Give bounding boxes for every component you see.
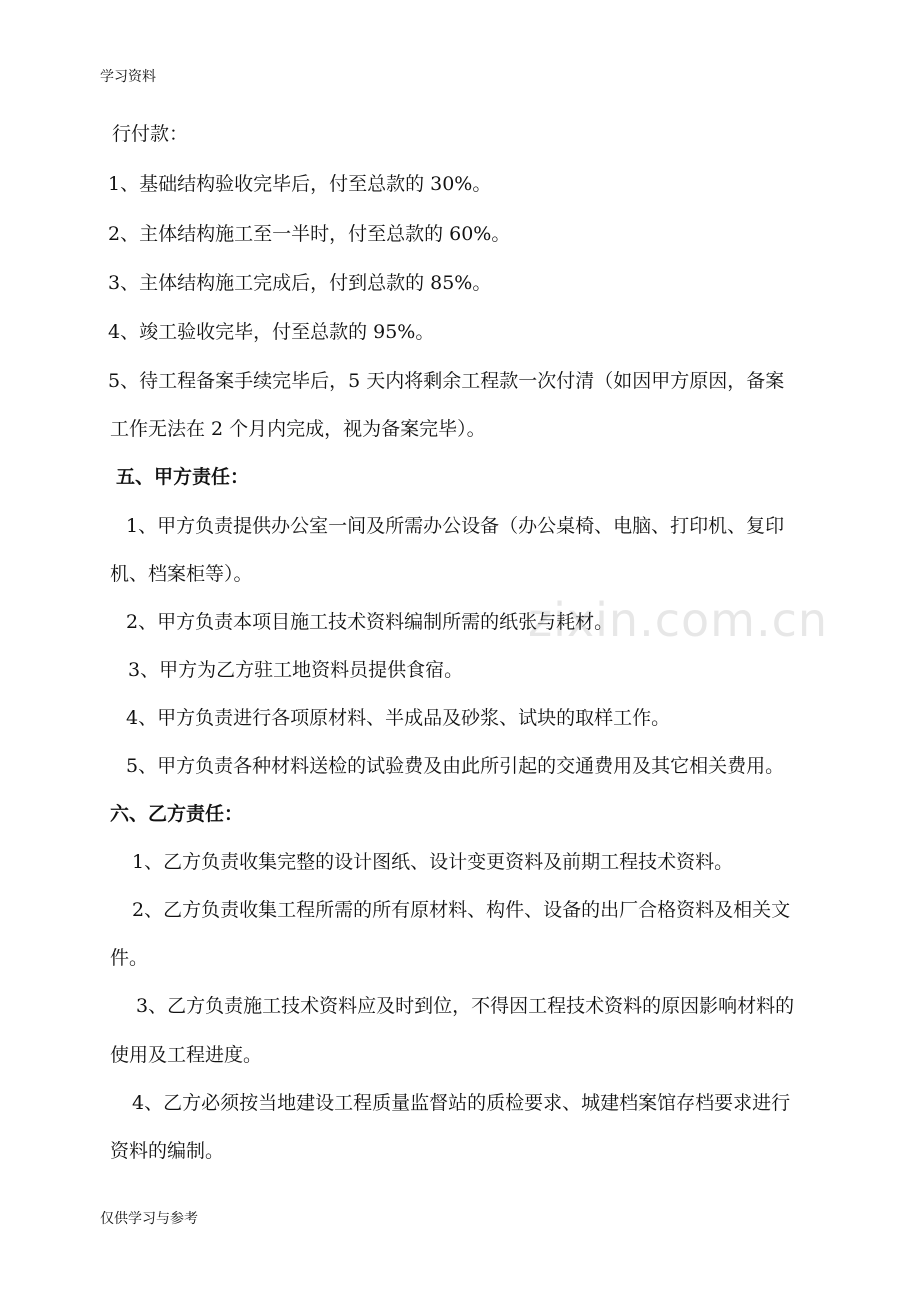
- party-a-item-2: 2、甲方负责本项目施工技术资料编制所需的纸张与耗材。: [126, 611, 614, 633]
- page-footer: 仅供学习与参考: [100, 1211, 198, 1227]
- section-heading-party-a: 五、甲方责任：: [116, 466, 250, 488]
- payment-item-5-cont: 工作无法在 2 个月内完成，视为备案完毕）。: [110, 418, 486, 440]
- party-b-item-4: 4、乙方必须按当地建设工程质量监督站的质检要求、城建档案馆存档要求进行: [132, 1092, 791, 1114]
- section-heading-party-b: 六、乙方责任：: [110, 803, 244, 825]
- payment-item-2: 2、主体结构施工至一半时，付至总款的 60%。: [108, 223, 511, 245]
- payment-item-1: 1、基础结构验收完毕后，付至总款的 30%。: [108, 173, 492, 195]
- payment-item-5: 5、待工程备案手续完毕后，5 天内将剩余工程款一次付清（如因甲方原因，备案: [108, 370, 785, 392]
- paragraph-line: 行付款：: [112, 123, 189, 145]
- party-b-item-2: 2、乙方负责收集工程所需的所有原材料、构件、设备的出厂合格资料及相关文: [132, 899, 791, 921]
- party-a-item-3: 3、甲方为乙方驻工地资料员提供食宿。: [128, 659, 464, 681]
- party-b-item-4-cont: 资料的编制。: [110, 1140, 225, 1162]
- party-a-item-4: 4、甲方负责进行各项原材料、半成品及砂浆、试块的取样工作。: [126, 707, 671, 729]
- payment-item-4: 4、竣工验收完毕，付至总款的 95%。: [108, 321, 435, 343]
- party-b-item-1: 1、乙方负责收集完整的设计图纸、设计变更资料及前期工程技术资料。: [132, 851, 734, 873]
- page-header: 学习资料: [100, 69, 156, 85]
- party-b-item-2-cont: 件。: [110, 947, 149, 969]
- party-a-item-1-cont: 机、档案柜等）。: [110, 563, 253, 585]
- payment-item-3: 3、主体结构施工完成后，付到总款的 85%。: [108, 272, 492, 294]
- watermark: zixin.com.cn: [528, 593, 829, 647]
- party-a-item-5: 5、甲方负责各种材料送检的试验费及由此所引起的交通费用及其它相关费用。: [126, 755, 785, 777]
- party-a-item-1: 1、甲方负责提供办公室一间及所需办公设备（办公桌椅、电脑、打印机、复印: [126, 515, 785, 537]
- party-b-item-3-cont: 使用及工程进度。: [110, 1044, 263, 1066]
- party-b-item-3: 3、乙方负责施工技术资料应及时到位，不得因工程技术资料的原因影响材料的: [136, 995, 795, 1017]
